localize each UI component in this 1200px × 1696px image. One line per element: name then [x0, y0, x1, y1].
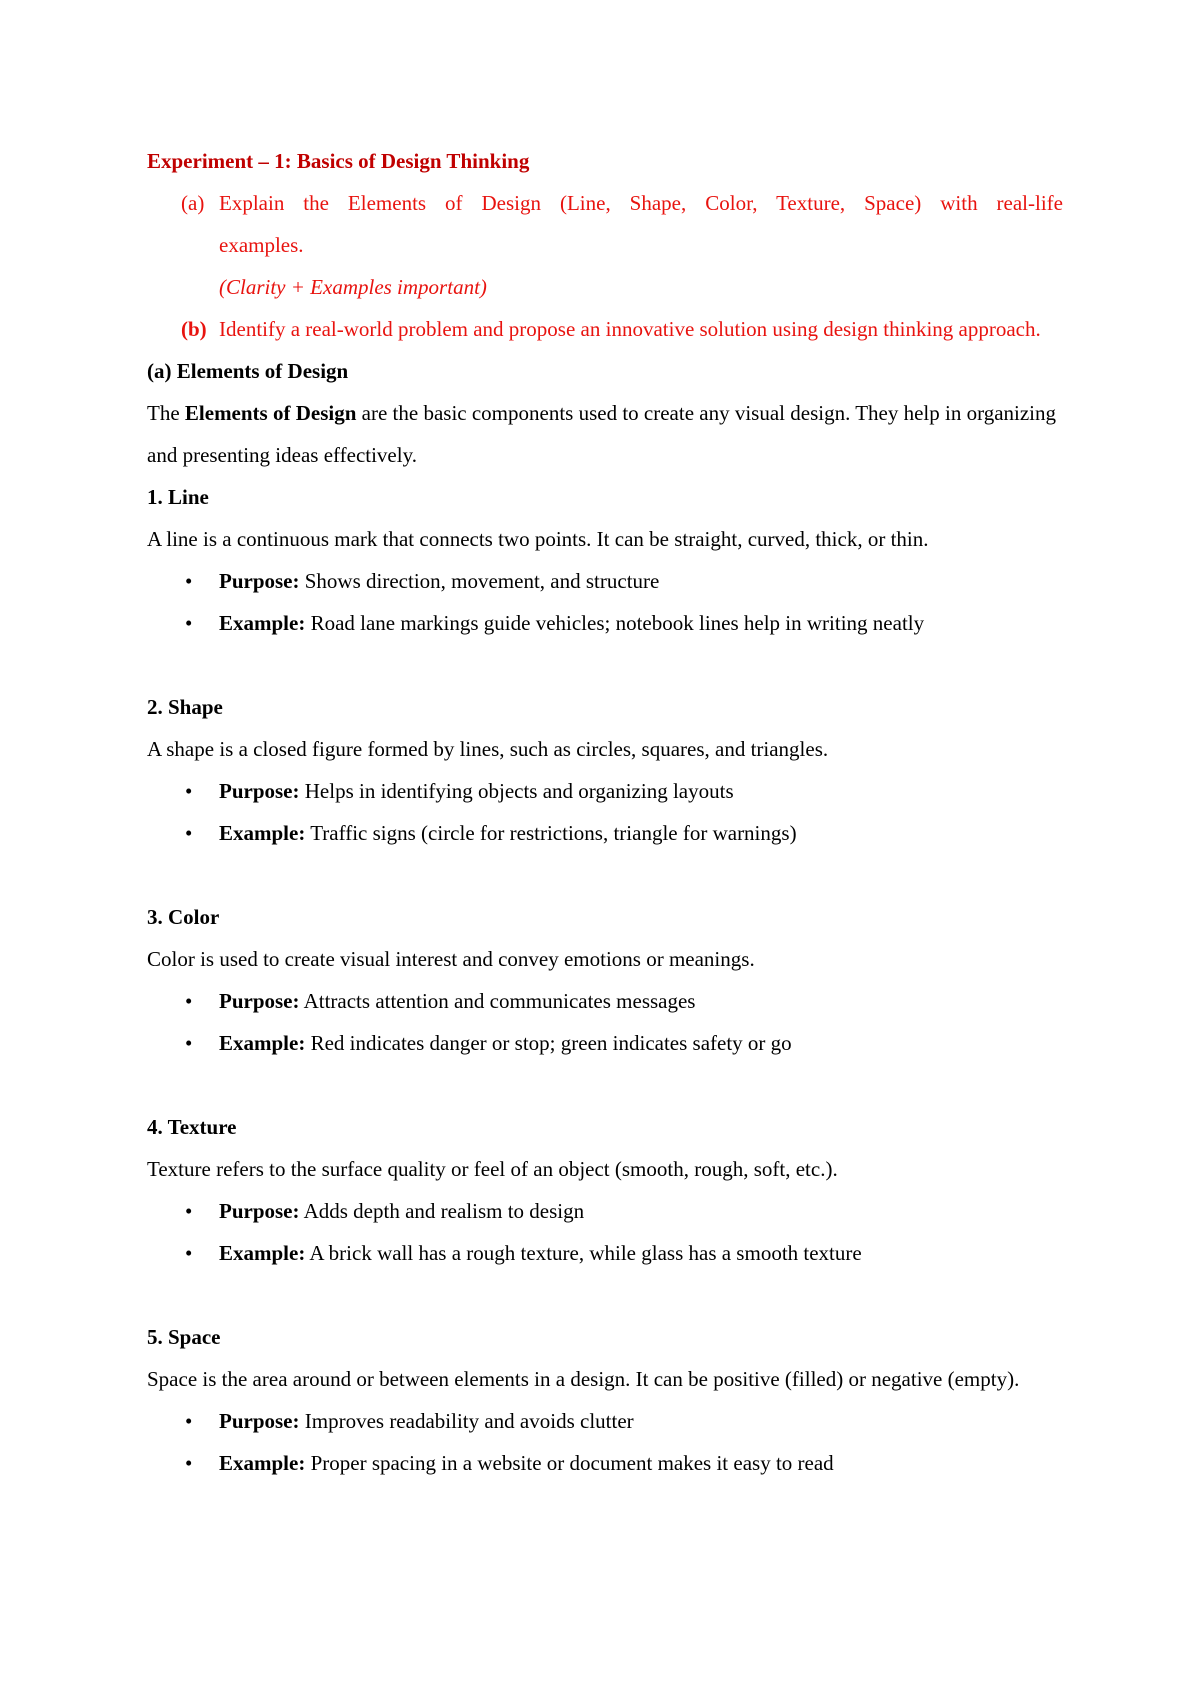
element-desc: Color is used to create visual interest and convey emotions or meanings.: [147, 947, 755, 971]
element-line: [147, 476, 1063, 686]
task-b-text: Identify a real-world problem and propose an innovative solution using design thinking approach.: [219, 317, 1041, 341]
section-heading: (a) Elements of Design: [147, 359, 349, 383]
bullet-purpose: • Purpose: Shows direction, movement, and structure: [147, 560, 1063, 602]
element-heading: 4. Texture: [147, 1115, 237, 1139]
element-texture: [147, 1106, 1063, 1316]
page-title: Experiment – 1: Basics of Design Thinking: [147, 149, 530, 173]
bullet-example: • Example: Traffic signs (circle for restrictions, triangle for warnings): [147, 812, 1063, 854]
bullet-icon: •: [185, 611, 193, 635]
element-heading: 3. Color: [147, 905, 220, 929]
element-heading: 5. Space: [147, 1325, 221, 1349]
bullet-example: • Example: A brick wall has a rough texture, while glass has a smooth texture: [147, 1232, 1063, 1274]
element-desc: Space is the area around or between elements in a design. It can be positive (filled) or negative (empty).: [147, 1367, 1020, 1391]
element-bullets: [147, 980, 1063, 1064]
bullet-icon: •: [185, 569, 193, 593]
document-page: [147, 140, 1063, 1484]
element-heading: 1. Line: [147, 485, 209, 509]
bullet-icon: •: [185, 1409, 193, 1433]
task-a-note: (Clarity + Examples important): [219, 275, 487, 299]
bullet-purpose: • Purpose: Helps in identifying objects and organizing layouts: [147, 770, 1063, 812]
element-bullets: [147, 1190, 1063, 1274]
bullet-icon: •: [185, 1451, 193, 1475]
bullet-icon: •: [185, 989, 193, 1013]
element-shape: [147, 686, 1063, 896]
bullet-purpose: • Purpose: Improves readability and avoids clutter: [147, 1400, 1063, 1442]
bullet-icon: •: [185, 1031, 193, 1055]
bullet-icon: •: [185, 1241, 193, 1265]
task-a-text: [219, 182, 1063, 308]
task-a-line1: Explain the Elements of Design (Line, Shape, Color, Texture, Space) with real-life: [219, 191, 1063, 215]
bullet-example: • Example: Road lane markings guide vehicles; notebook lines help in writing neatly: [147, 602, 1063, 644]
task-a-line2: examples.: [219, 233, 304, 257]
element-heading: 2. Shape: [147, 695, 223, 719]
bullet-purpose: • Purpose: Adds depth and realism to design: [147, 1190, 1063, 1232]
bullet-icon: •: [185, 821, 193, 845]
element-desc: A line is a continuous mark that connects two points. It can be straight, curved, thick, or thin.: [147, 527, 929, 551]
bullet-icon: •: [185, 779, 193, 803]
element-color: [147, 896, 1063, 1106]
bullet-purpose: • Purpose: Attracts attention and communicates messages: [147, 980, 1063, 1022]
element-bullets: [147, 770, 1063, 854]
bullet-example: • Example: Proper spacing in a website or document makes it easy to read: [147, 1442, 1063, 1484]
element-space: [147, 1316, 1063, 1484]
task-a-label: (a): [181, 191, 205, 215]
task-b-label: (b): [181, 317, 207, 341]
section-intro: The Elements of Design are the basic components used to create any visual design. They help in organizing and presenting ideas effectively.: [147, 401, 1057, 467]
element-desc: A shape is a closed figure formed by lines, such as circles, squares, and triangles.: [147, 737, 829, 761]
bullet-example: • Example: Red indicates danger or stop; green indicates safety or go: [147, 1022, 1063, 1064]
task-b: [147, 308, 1063, 350]
element-bullets: [147, 560, 1063, 644]
intro-bold-term: Elements of Design: [184, 401, 357, 425]
element-desc: Texture refers to the surface quality or feel of an object (smooth, rough, soft, etc.).: [147, 1157, 838, 1181]
bullet-icon: •: [185, 1199, 193, 1223]
element-bullets: [147, 1400, 1063, 1484]
task-a: [147, 182, 1063, 308]
